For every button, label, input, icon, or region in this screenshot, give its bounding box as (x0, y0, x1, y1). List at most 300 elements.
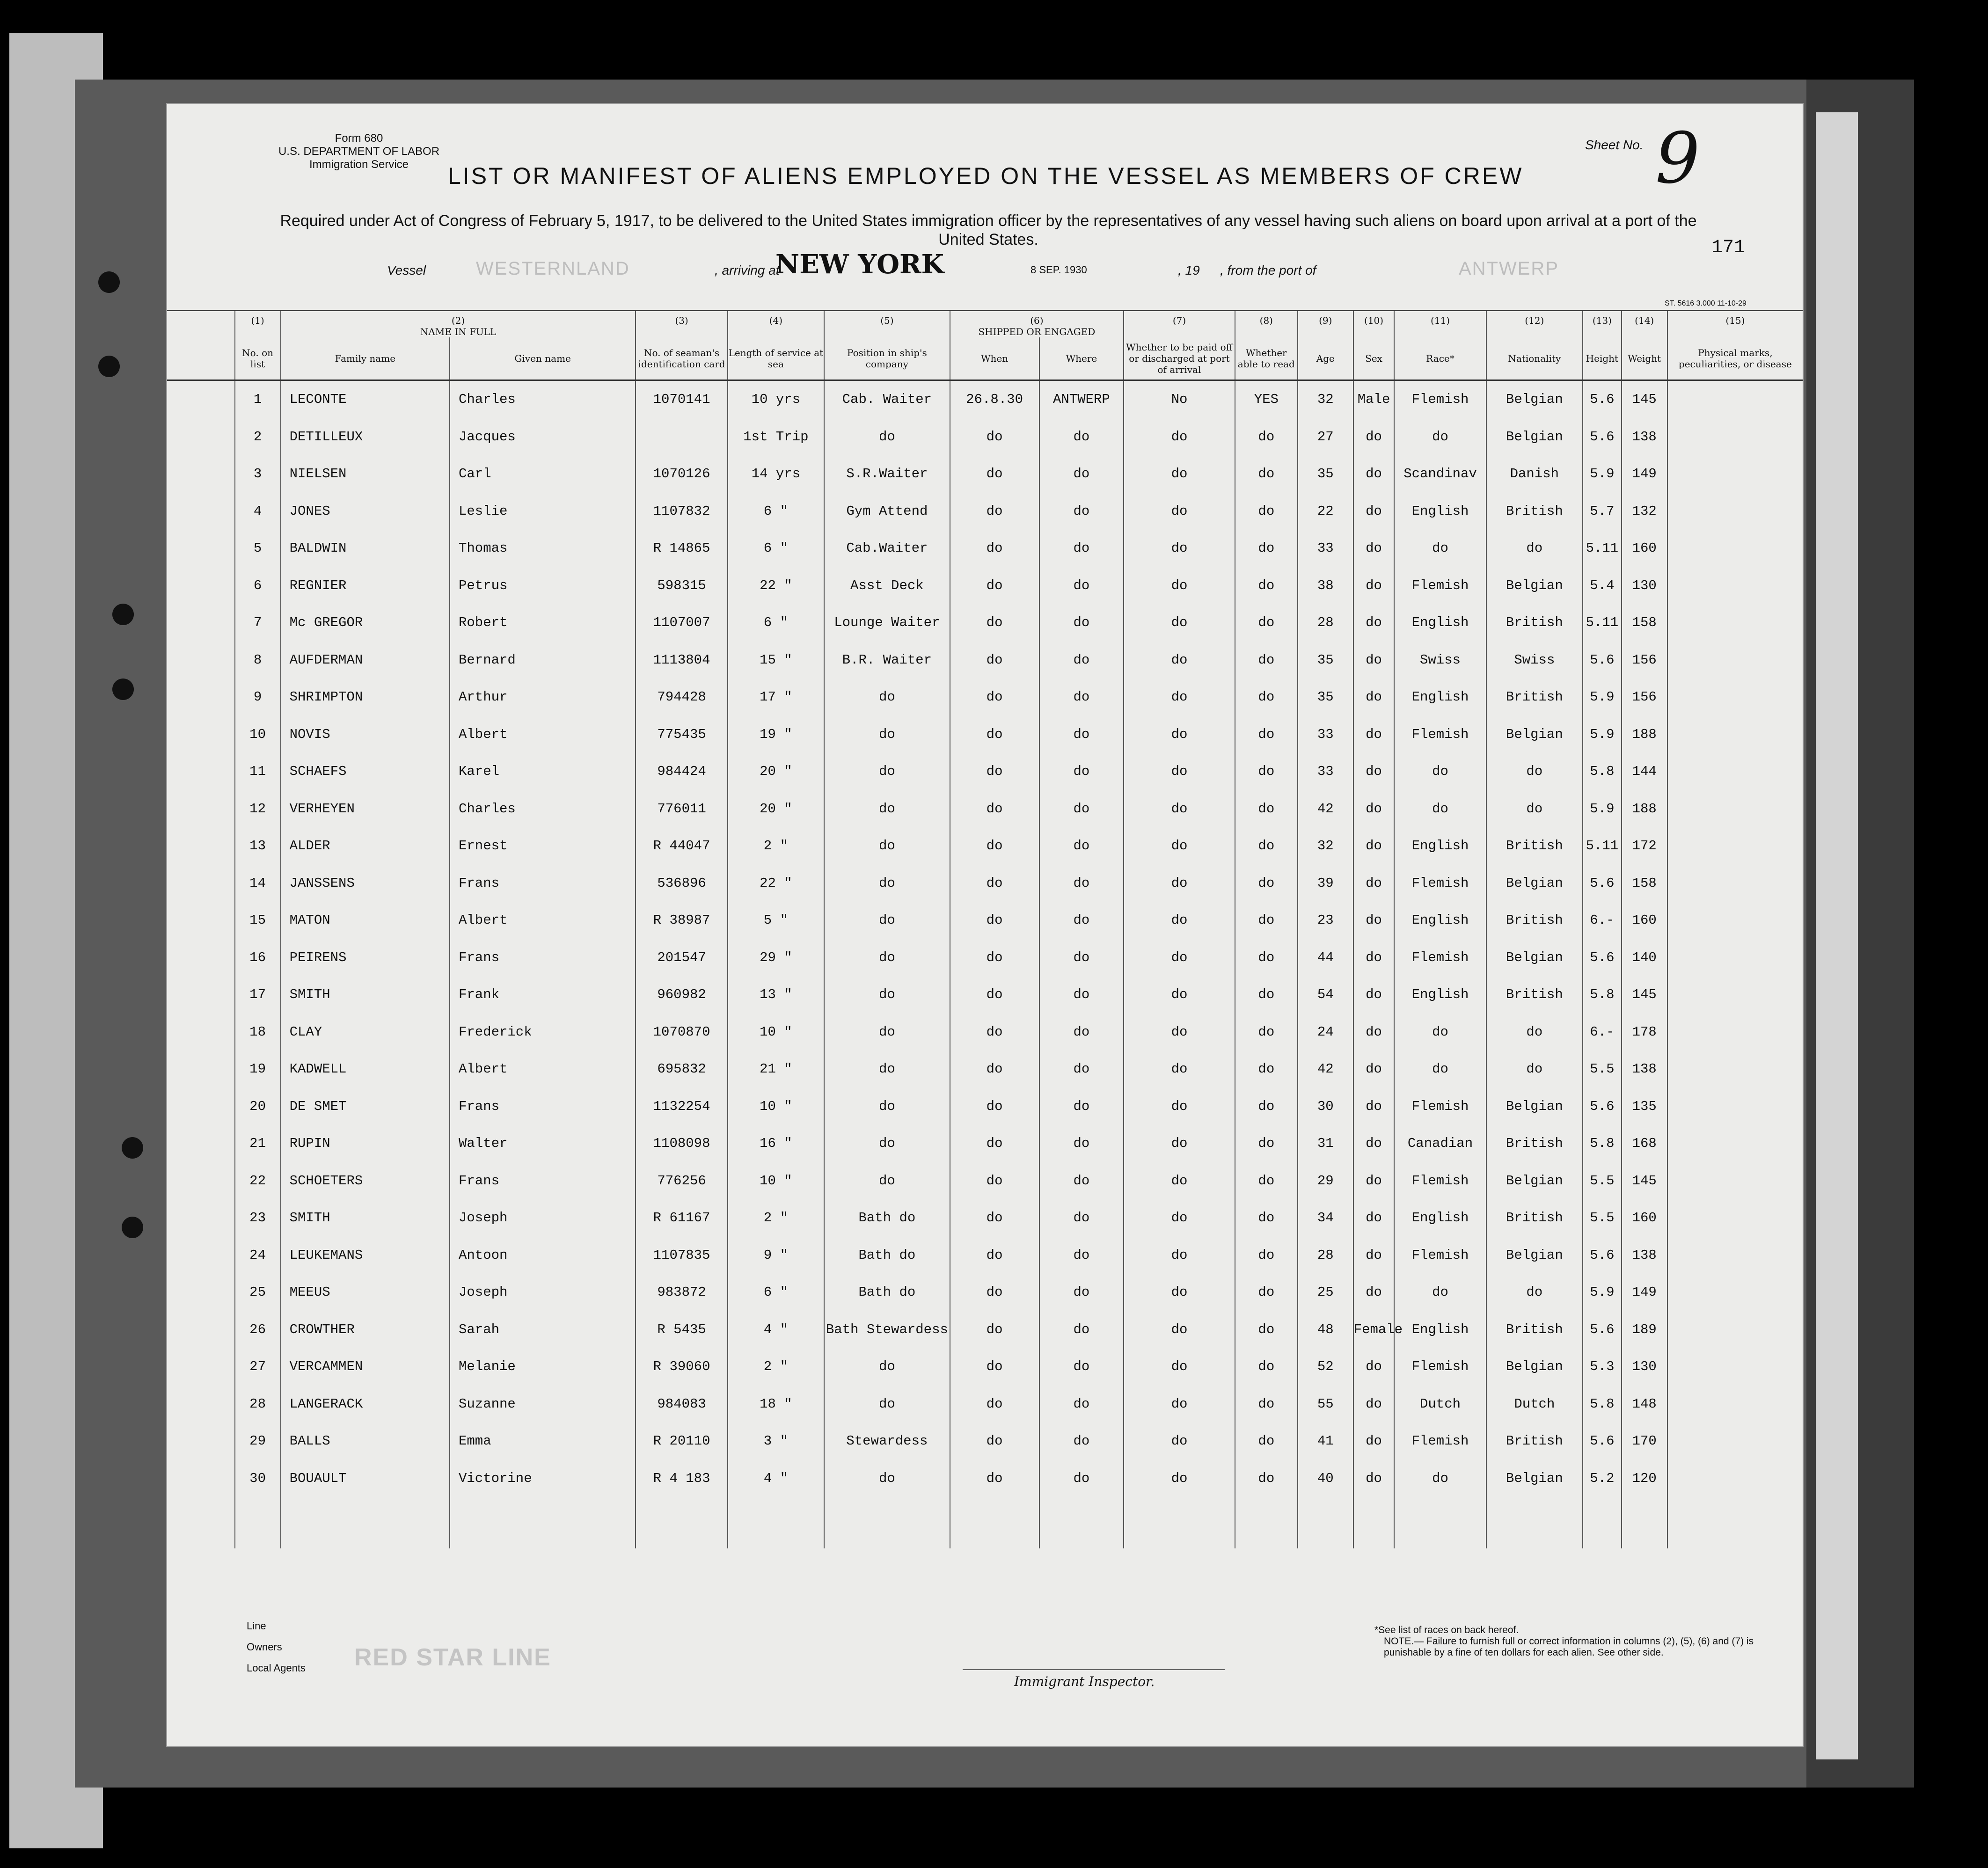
able-to-read-cell: do (1235, 1386, 1298, 1423)
nationality-cell: British (1486, 976, 1583, 1014)
margin-cell (167, 1088, 235, 1125)
shipped-where-cell: do (1039, 1014, 1124, 1051)
vessel-name: WESTERNLAND (476, 258, 630, 279)
shipped-when-cell: do (950, 1386, 1039, 1423)
col-num-12: (12) (1486, 311, 1583, 338)
shipped-when-cell: do (950, 902, 1039, 939)
nationality-cell: do (1486, 790, 1583, 828)
height-cell: 5.9 (1583, 790, 1622, 828)
family-name-cell: CROWTHER (281, 1311, 450, 1349)
sex-cell: do (1353, 827, 1395, 865)
height-cell: 5.6 (1583, 939, 1622, 977)
able-to-read-cell: do (1235, 939, 1298, 977)
row-no-cell: 29 (235, 1423, 281, 1460)
given-name-cell: Frans (450, 1162, 636, 1200)
margin-cell (167, 790, 235, 828)
position-cell: Bath do (824, 1237, 950, 1274)
seaman-id-cell: 1070141 (636, 380, 727, 418)
race-cell: Canadian (1394, 1125, 1486, 1162)
shipped-when-cell: do (950, 493, 1039, 530)
margin-cell (167, 1125, 235, 1162)
margin-cell (167, 679, 235, 716)
position-cell: Bath do (824, 1274, 950, 1311)
height-cell: 5.5 (1583, 1051, 1622, 1088)
row-no-cell: 4 (235, 493, 281, 530)
sheet-number: 9 (1655, 118, 1700, 199)
position-cell: do (824, 1348, 950, 1386)
seaman-id-cell: 201547 (636, 939, 727, 977)
given-name-cell: Jacques (450, 418, 636, 456)
shipped-when-cell: do (950, 1460, 1039, 1497)
given-name-cell: Bernard (450, 642, 636, 679)
table-row (167, 790, 1803, 828)
family-name-cell: SCHAEFS (281, 753, 450, 790)
sex-cell: do (1353, 1014, 1395, 1051)
col-num-1: (1) (235, 311, 281, 338)
sex-cell: do (1353, 567, 1395, 605)
seaman-id-cell: 1070870 (636, 1014, 727, 1051)
paid-off-cell: do (1124, 753, 1235, 790)
length-of-service-cell: 10 " (728, 1088, 824, 1125)
punch-hole (122, 1217, 143, 1238)
height-cell: 5.8 (1583, 1125, 1622, 1162)
family-name-cell: CLAY (281, 1014, 450, 1051)
given-name-cell: Frank (450, 976, 636, 1014)
shipped-where-cell: do (1039, 1311, 1124, 1349)
paid-off-cell: do (1124, 1460, 1235, 1497)
nationality-cell: British (1486, 1125, 1583, 1162)
table-row (167, 753, 1803, 790)
height-cell: 5.6 (1583, 418, 1622, 456)
shipped-where-cell: do (1039, 1237, 1124, 1274)
age-cell: 22 (1298, 493, 1353, 530)
shipped-where-cell: do (1039, 455, 1124, 493)
weight-cell: 140 (1622, 939, 1667, 977)
table-row (167, 865, 1803, 902)
position-cell: do (824, 1014, 950, 1051)
nationality-cell: Danish (1486, 455, 1583, 493)
height-cell: 5.5 (1583, 1162, 1622, 1200)
where-header: Where (1039, 337, 1124, 380)
given-name-cell: Robert (450, 604, 636, 642)
paid-off-cell: No (1124, 380, 1235, 418)
shipped-when-cell: do (950, 1237, 1039, 1274)
row-no-cell: 14 (235, 865, 281, 902)
age-cell: 32 (1298, 380, 1353, 418)
nationality-cell: Belgian (1486, 1237, 1583, 1274)
position-cell: do (824, 418, 950, 456)
paid-off-cell: do (1124, 1125, 1235, 1162)
age-cell: 42 (1298, 1051, 1353, 1088)
weight-cell: 160 (1622, 902, 1667, 939)
age-cell: 54 (1298, 976, 1353, 1014)
row-no-cell: 18 (235, 1014, 281, 1051)
physical-marks-cell (1667, 790, 1803, 828)
local-agents-label: Local Agents (247, 1662, 306, 1674)
sex-cell: Male (1353, 380, 1395, 418)
physical-marks-cell (1667, 455, 1803, 493)
sex-cell: do (1353, 493, 1395, 530)
able-to-read-cell: do (1235, 679, 1298, 716)
nationality-cell: British (1486, 1423, 1583, 1460)
position-cell: do (824, 716, 950, 753)
physical-marks-cell (1667, 1237, 1803, 1274)
column-label-row (167, 337, 1803, 380)
race-cell: English (1394, 902, 1486, 939)
age-header: Age (1298, 337, 1353, 380)
length-of-service-cell: 20 " (728, 790, 824, 828)
nationality-cell: British (1486, 679, 1583, 716)
seaman-id-cell: R 44047 (636, 827, 727, 865)
weight-cell: 130 (1622, 567, 1667, 605)
table-row (167, 1014, 1803, 1051)
position-cell: do (824, 1162, 950, 1200)
position-cell: do (824, 865, 950, 902)
position-cell: do (824, 1051, 950, 1088)
weight-cell: 138 (1622, 1237, 1667, 1274)
physical-marks-cell (1667, 380, 1803, 418)
nationality-cell: Belgian (1486, 380, 1583, 418)
length-of-service-cell: 1st Trip (728, 418, 824, 456)
nationality-cell: Belgian (1486, 1348, 1583, 1386)
paid-off-cell: do (1124, 716, 1235, 753)
col-num-6 (950, 311, 1124, 338)
able-to-read-cell: do (1235, 1311, 1298, 1349)
race-cell: do (1394, 790, 1486, 828)
given-name-cell: Petrus (450, 567, 636, 605)
row-no-cell: 21 (235, 1125, 281, 1162)
sex-cell: do (1353, 716, 1395, 753)
table-row (167, 1237, 1803, 1274)
able-to-read-cell: do (1235, 455, 1298, 493)
position-cell: Cab.Waiter (824, 530, 950, 567)
shipped-where-cell: do (1039, 1274, 1124, 1311)
department: U.S. DEPARTMENT OF LABOR (278, 145, 440, 158)
page-title: LIST OR MANIFEST OF ALIENS EMPLOYED ON THE VESSEL AS MEMBERS OF CREW (448, 163, 1524, 189)
height-cell: 5.6 (1583, 1423, 1622, 1460)
shipped-when-cell: do (950, 753, 1039, 790)
row-no-cell: 5 (235, 530, 281, 567)
nationality-cell: Belgian (1486, 716, 1583, 753)
sex-cell: do (1353, 455, 1395, 493)
age-cell: 24 (1298, 1014, 1353, 1051)
able-to-read-cell: do (1235, 902, 1298, 939)
sex-cell: do (1353, 530, 1395, 567)
physical-marks-cell (1667, 1051, 1803, 1088)
given-name-cell: Ernest (450, 827, 636, 865)
arrival-date-stamp: 8 SEP. 1930 (1031, 264, 1087, 276)
shipped-when-cell: do (950, 1348, 1039, 1386)
paid-off-cell: do (1124, 679, 1235, 716)
age-cell: 55 (1298, 1386, 1353, 1423)
family-name-cell: SCHOETERS (281, 1162, 450, 1200)
margin-cell (167, 1423, 235, 1460)
length-of-service-cell: 22 " (728, 865, 824, 902)
sex-cell: do (1353, 679, 1395, 716)
footnote (1374, 1625, 1786, 1658)
sex-cell: Female (1353, 1311, 1395, 1349)
paid-off-cell: do (1124, 902, 1235, 939)
manifest-sheet (166, 103, 1804, 1747)
paid-off-cell: do (1124, 455, 1235, 493)
punch-hole (112, 604, 134, 625)
shipped-where-cell: do (1039, 753, 1124, 790)
row-no-cell: 2 (235, 418, 281, 456)
physical-marks-cell (1667, 1311, 1803, 1349)
weight-cell: 132 (1622, 493, 1667, 530)
position-cell: Bath Stewardess (824, 1311, 950, 1349)
paid-off-header: Whether to be paid off or discharged at port of arrival (1124, 337, 1235, 380)
family-name-cell: JANSSENS (281, 865, 450, 902)
age-cell: 33 (1298, 753, 1353, 790)
age-cell: 28 (1298, 1237, 1353, 1274)
height-cell: 5.6 (1583, 1088, 1622, 1125)
col-num-14: (14) (1622, 311, 1667, 338)
weight-cell: 135 (1622, 1088, 1667, 1125)
row-no-cell: 25 (235, 1274, 281, 1311)
form-header (251, 132, 467, 171)
col-num-10: (10) (1353, 311, 1395, 338)
seaman-id-cell: 960982 (636, 976, 727, 1014)
nationality-cell: Belgian (1486, 1088, 1583, 1125)
nationality-cell: Belgian (1486, 567, 1583, 605)
height-cell: 5.9 (1583, 716, 1622, 753)
paid-off-cell: do (1124, 1274, 1235, 1311)
position-cell: do (824, 976, 950, 1014)
weight-cell: 120 (1622, 1460, 1667, 1497)
nationality-cell: do (1486, 530, 1583, 567)
physical-marks-cell (1667, 493, 1803, 530)
race-cell: English (1394, 1199, 1486, 1237)
shipped-where-cell: do (1039, 976, 1124, 1014)
shipped-header: SHIPPED OR ENGAGED (978, 326, 1096, 337)
height-cell: 5.6 (1583, 865, 1622, 902)
able-to-read-cell: do (1235, 1162, 1298, 1200)
race-cell: Flemish (1394, 1348, 1486, 1386)
family-name-cell: BALDWIN (281, 530, 450, 567)
paid-off-cell: do (1124, 790, 1235, 828)
shipped-when-cell: do (950, 976, 1039, 1014)
race-cell: do (1394, 418, 1486, 456)
table-row (167, 493, 1803, 530)
length-of-service-cell: 10 yrs (728, 380, 824, 418)
position-header: Position in ship's company (824, 337, 950, 380)
table-row (167, 939, 1803, 977)
able-to-read-cell: do (1235, 604, 1298, 642)
physical-marks-cell (1667, 642, 1803, 679)
row-no-cell: 7 (235, 604, 281, 642)
margin-cell (167, 567, 235, 605)
table-row (167, 1051, 1803, 1088)
able-to-read-cell: do (1235, 642, 1298, 679)
able-to-read-cell: do (1235, 753, 1298, 790)
length-of-service-cell: 10 " (728, 1014, 824, 1051)
weight-cell: 156 (1622, 679, 1667, 716)
when-header: When (950, 337, 1039, 380)
paid-off-cell: do (1124, 1386, 1235, 1423)
shipped-when-cell: 26.8.30 (950, 380, 1039, 418)
able-to-read-cell: do (1235, 1014, 1298, 1051)
table-row (167, 1162, 1803, 1200)
length-of-service-cell: 19 " (728, 716, 824, 753)
punch-hole (98, 356, 120, 377)
height-cell: 5.6 (1583, 642, 1622, 679)
shipped-where-cell: do (1039, 1386, 1124, 1423)
right-binding-paper (1816, 112, 1858, 1759)
shipped-where-cell: do (1039, 1348, 1124, 1386)
length-of-service-cell: 2 " (728, 1348, 824, 1386)
position-cell: do (824, 790, 950, 828)
shipped-where-cell: do (1039, 679, 1124, 716)
length-of-service-cell: 2 " (728, 1199, 824, 1237)
height-cell: 5.8 (1583, 976, 1622, 1014)
sex-header: Sex (1353, 337, 1395, 380)
physical-marks-cell (1667, 902, 1803, 939)
row-no-cell: 27 (235, 1348, 281, 1386)
table-row (167, 567, 1803, 605)
weight-cell: 148 (1622, 1386, 1667, 1423)
blank-header (167, 337, 235, 380)
table-row (167, 679, 1803, 716)
sex-cell: do (1353, 865, 1395, 902)
col-num-7: (7) (1124, 311, 1235, 338)
shipped-where-cell: ANTWERP (1039, 380, 1124, 418)
age-cell: 41 (1298, 1423, 1353, 1460)
family-name-cell: SHRIMPTON (281, 679, 450, 716)
race-cell: Flemish (1394, 939, 1486, 977)
length-of-service-cell: 2 " (728, 827, 824, 865)
subtitle: Required under Act of Congress of February 5, 1917, to be delivered to the United States immigration officer by the representatives of any vessel having such aliens on board upon arrival at a port of the United States. (280, 212, 1697, 248)
margin-cell (167, 865, 235, 902)
nationality-header: Nationality (1486, 337, 1583, 380)
weight-cell: 138 (1622, 1051, 1667, 1088)
physical-marks-cell (1667, 530, 1803, 567)
family-name-cell: BOUAULT (281, 1460, 450, 1497)
able-to-read-cell: do (1235, 1051, 1298, 1088)
seaman-id-cell: 1132254 (636, 1088, 727, 1125)
family-name-cell: Mc GREGOR (281, 604, 450, 642)
col-num-4: (4) (728, 311, 824, 338)
length-of-service-cell: 6 " (728, 604, 824, 642)
row-no-cell: 6 (235, 567, 281, 605)
shipped-when-cell: do (950, 604, 1039, 642)
position-cell: Asst Deck (824, 567, 950, 605)
given-name-cell: Frans (450, 865, 636, 902)
seaman-id-cell: R 4 183 (636, 1460, 727, 1497)
sex-cell: do (1353, 642, 1395, 679)
position-cell: B.R. Waiter (824, 642, 950, 679)
shipped-where-cell: do (1039, 493, 1124, 530)
length-of-service-cell: 17 " (728, 679, 824, 716)
able-to-read-cell: do (1235, 1088, 1298, 1125)
physical-marks-cell (1667, 1460, 1803, 1497)
given-name-cell: Emma (450, 1423, 636, 1460)
age-cell: 48 (1298, 1311, 1353, 1349)
position-cell: do (824, 827, 950, 865)
seaman-id-cell: R 14865 (636, 530, 727, 567)
race-cell: do (1394, 530, 1486, 567)
shipped-when-cell: do (950, 790, 1039, 828)
given-name-cell: Frederick (450, 1014, 636, 1051)
arrival-port: NEW YORK (775, 249, 944, 280)
able-to-read-cell: do (1235, 1125, 1298, 1162)
physical-marks-cell (1667, 865, 1803, 902)
physical-marks-cell (1667, 604, 1803, 642)
sex-cell: do (1353, 1423, 1395, 1460)
length-of-service-cell: 13 " (728, 976, 824, 1014)
weight-cell: 172 (1622, 827, 1667, 865)
length-of-service-cell: 20 " (728, 753, 824, 790)
arriving-label: , arriving at (715, 263, 780, 277)
physical-marks-cell (1667, 1199, 1803, 1237)
seaman-id-header: No. of seaman's identification card (636, 337, 727, 380)
family-name-cell: PEIRENS (281, 939, 450, 977)
age-cell: 52 (1298, 1348, 1353, 1386)
shipped-when-cell: do (950, 567, 1039, 605)
age-cell: 35 (1298, 679, 1353, 716)
sex-cell: do (1353, 902, 1395, 939)
given-name-cell: Antoon (450, 1237, 636, 1274)
race-cell: Flemish (1394, 380, 1486, 418)
from-port-label: , from the port of (1220, 263, 1316, 277)
col-num-2-label: (2) (451, 315, 465, 326)
age-cell: 28 (1298, 604, 1353, 642)
shipped-when-cell: do (950, 1162, 1039, 1200)
age-cell: 38 (1298, 567, 1353, 605)
shipped-where-cell: do (1039, 1051, 1124, 1088)
weight-header: Weight (1622, 337, 1667, 380)
crew-rows (167, 380, 1803, 1549)
table-row (167, 380, 1803, 418)
sex-cell: do (1353, 1237, 1395, 1274)
weight-cell: 145 (1622, 380, 1667, 418)
paid-off-cell: do (1124, 1014, 1235, 1051)
shipped-when-cell: do (950, 1014, 1039, 1051)
family-name-cell: JONES (281, 493, 450, 530)
col-num-11: (11) (1394, 311, 1486, 338)
row-no-cell: 1 (235, 380, 281, 418)
margin-cell (167, 1014, 235, 1051)
footnote-races: *See list of races on back hereof. (1374, 1625, 1519, 1635)
weight-cell: 156 (1622, 642, 1667, 679)
seaman-id-cell: R 5435 (636, 1311, 727, 1349)
seaman-id-cell: 984083 (636, 1386, 727, 1423)
form-code: ST. 5616 3.000 11-10-29 (1665, 299, 1747, 307)
able-to-read-cell: do (1235, 1460, 1298, 1497)
sex-cell: do (1353, 1460, 1395, 1497)
able-to-read-cell: do (1235, 567, 1298, 605)
family-name-cell: KADWELL (281, 1051, 450, 1088)
nationality-cell: Belgian (1486, 418, 1583, 456)
from-port: ANTWERP (1459, 258, 1559, 279)
position-cell: do (824, 1088, 950, 1125)
physical-marks-cell (1667, 1088, 1803, 1125)
position-cell: Stewardess (824, 1423, 950, 1460)
length-of-service-cell: 21 " (728, 1051, 824, 1088)
seaman-id-cell: R 20110 (636, 1423, 727, 1460)
family-name-cell: DETILLEUX (281, 418, 450, 456)
able-to-read-cell: do (1235, 1274, 1298, 1311)
length-of-service-cell: 9 " (728, 1237, 824, 1274)
row-no-cell: 12 (235, 790, 281, 828)
race-cell: Flemish (1394, 716, 1486, 753)
length-of-service-cell: 29 " (728, 939, 824, 977)
height-cell: 5.9 (1583, 1274, 1622, 1311)
length-of-service-cell: 6 " (728, 1274, 824, 1311)
table-row (167, 1088, 1803, 1125)
length-of-service-cell: 3 " (728, 1423, 824, 1460)
able-to-read-cell: do (1235, 976, 1298, 1014)
